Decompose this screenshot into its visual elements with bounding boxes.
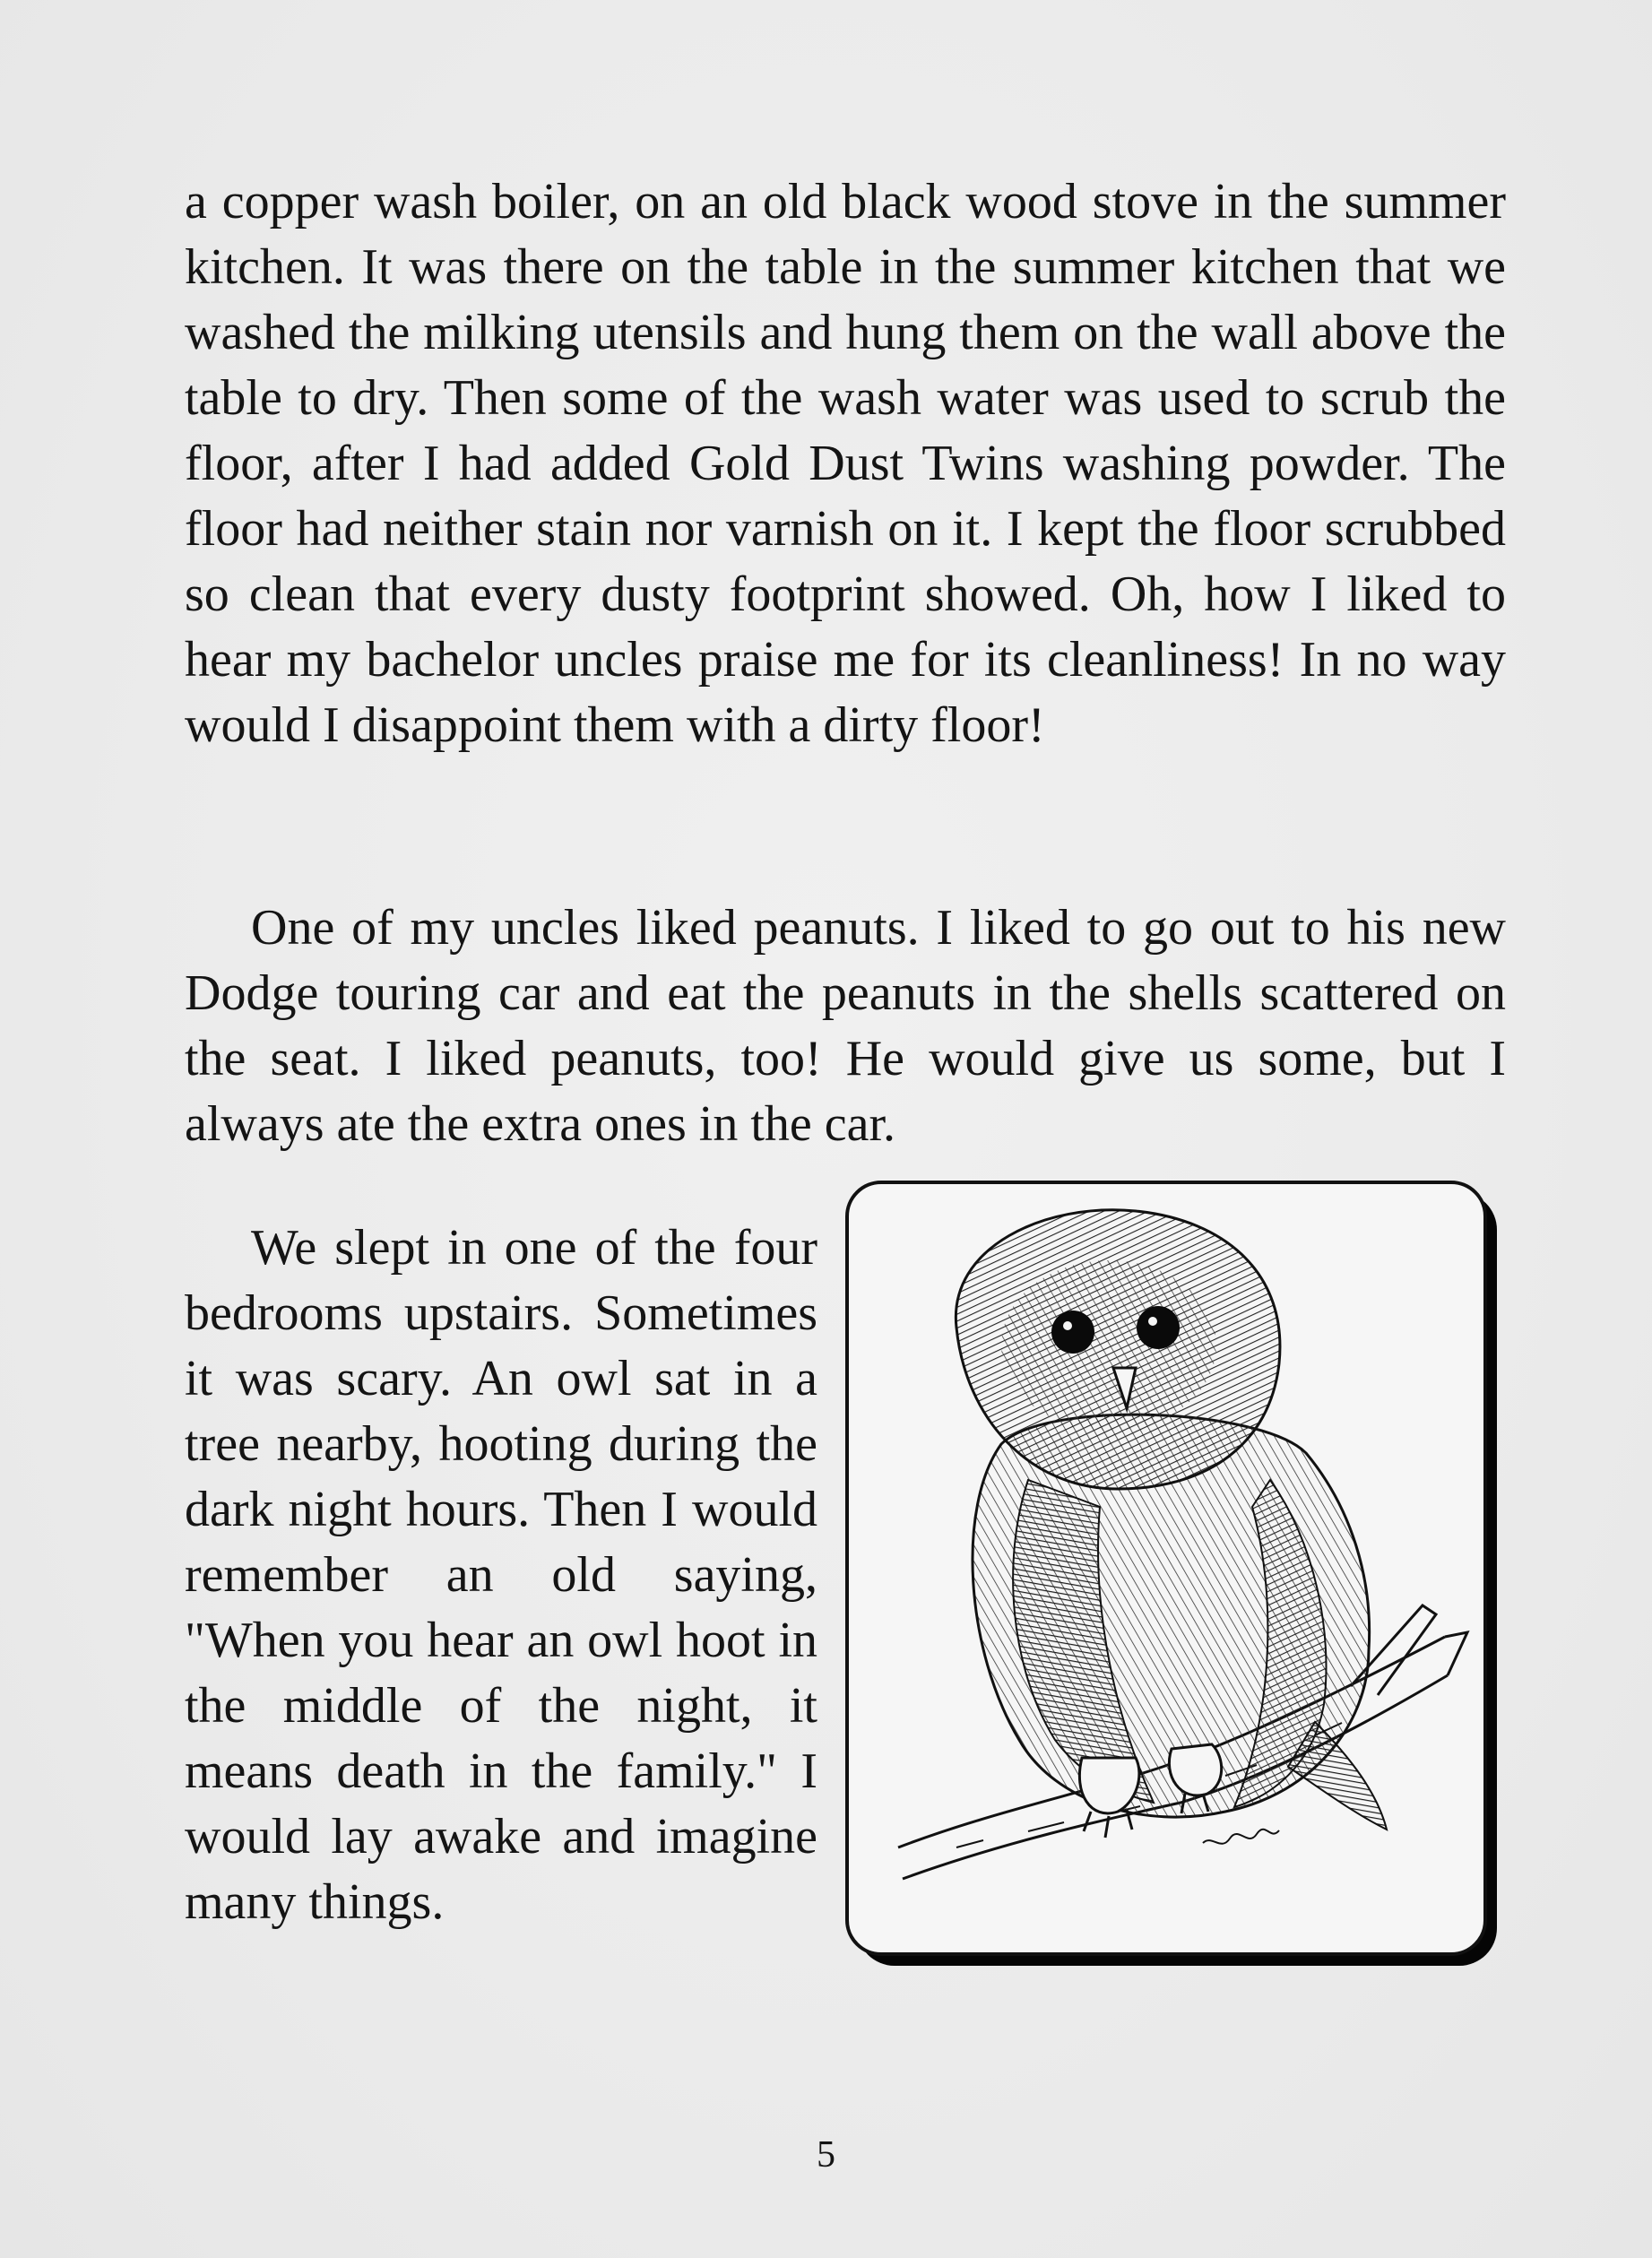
- paragraph-wash-boiler: a copper wash boiler, on an old black wood stove in the summer kitchen. It was there on the table in the summer kitchen that we washed the milking utensils and hung them on the wall above the table to dry. Then some of the wash water was used to scrub the floor, after I had added Gold Dust Twins washing powder. The floor had neither stain nor varnish on it. I kept the floor scrubbed so clean that every dusty footprint showed. Oh, how I liked to hear my bachelor uncles praise me for its cleanliness! In no way would I disappoint them with a dirty floor!: [185, 174, 1506, 753]
- page-number: 5: [817, 2134, 835, 2176]
- paragraph-peanuts: One of my uncles liked peanuts. I liked to go out to his new Dodge touring car and eat the peanuts in the shells scattered on the seat. I liked peanuts, too! He would give us some, but I always ate the extra ones in the car.: [185, 900, 1506, 1152]
- paragraph-owl: We slept in one of the four bedrooms upstairs. Sometimes it was scary. An owl sat in a tree nearby, hooting during the dark night hours. Then I would remember an old saying, "When you hear an owl hoot in the middle of the night, it means death in the family." I would lay awake and imagine many things.: [185, 1220, 817, 1930]
- owl-right-eye: [1137, 1306, 1180, 1349]
- owl-illustration-frame: [845, 1181, 1487, 1956]
- owl-drawing-icon: [849, 1184, 1483, 1952]
- owl-left-eye: [1051, 1311, 1094, 1354]
